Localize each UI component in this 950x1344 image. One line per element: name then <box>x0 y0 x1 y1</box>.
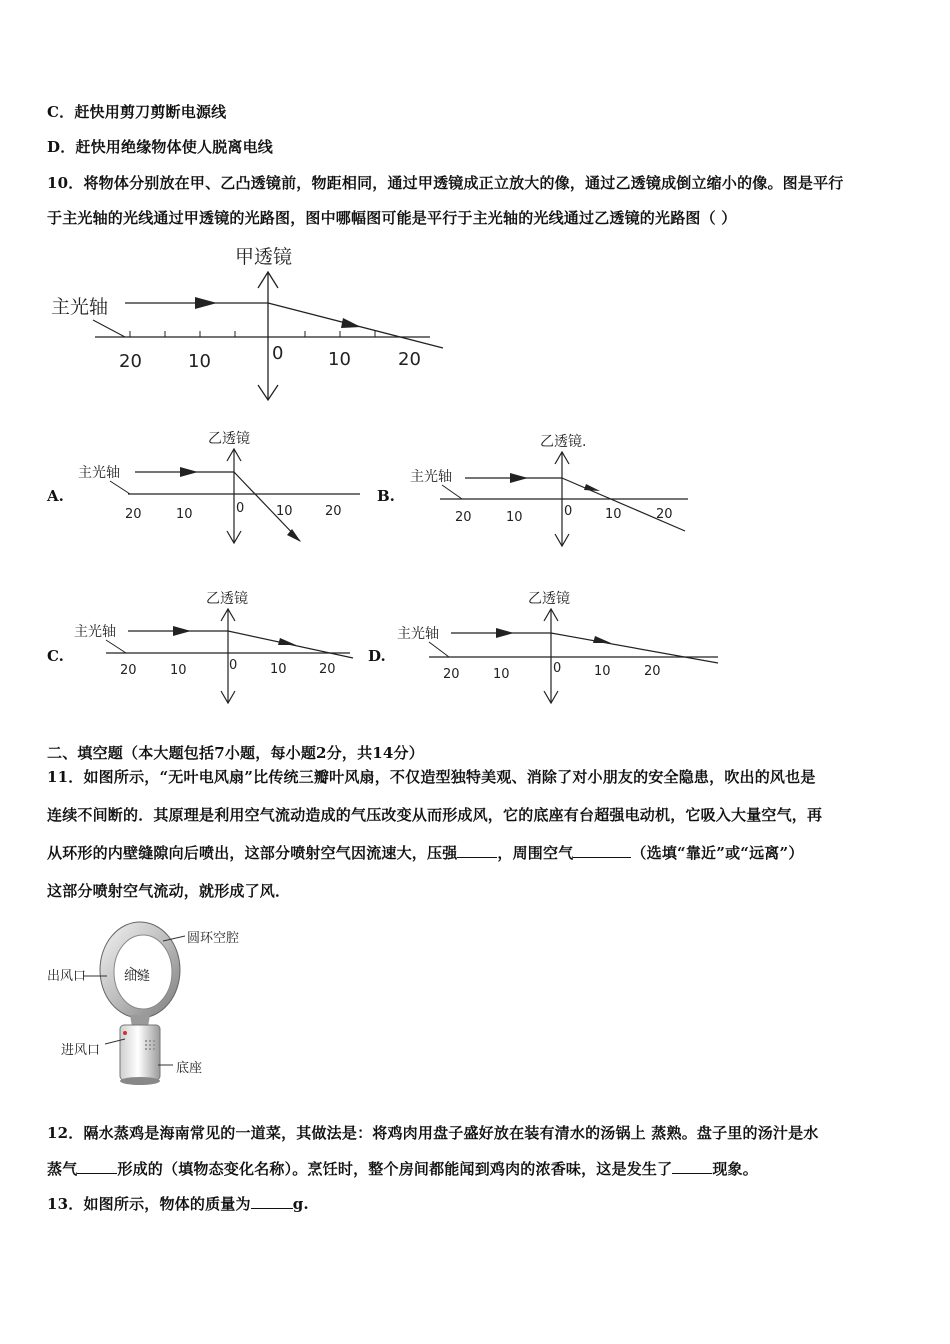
axis-pointer <box>93 320 125 337</box>
tick-label: 10 <box>506 510 523 525</box>
option-c-letter: C. <box>47 647 64 665</box>
tick-label: 20 <box>656 507 673 522</box>
ray-arrow <box>173 626 191 636</box>
tick-label: 20 <box>120 663 137 678</box>
axis-label: 主光轴 <box>74 624 116 640</box>
option-b-figure <box>400 428 700 557</box>
option-d-letter: D. <box>368 647 386 665</box>
axis-label: 主光轴 <box>78 465 120 481</box>
fan-base-bottom <box>120 1077 160 1085</box>
question-12-line-2 <box>47 1158 758 1179</box>
answer-blank-air[interactable] <box>573 843 631 858</box>
question-11-line-2: 连续不间断的．其原理是利用空气流动造成的气压改变从而形成风，它的底座有台超强电动机，它吸入大量空气，再 <box>47 806 823 824</box>
fan-grille <box>145 1040 155 1050</box>
refracted-ray-arrow <box>287 529 301 542</box>
axis-pointer <box>429 642 449 657</box>
refracted-ray-arrow <box>278 638 296 645</box>
option-a-letter: A. <box>47 487 64 505</box>
option-a-figure <box>70 425 370 554</box>
tick-label: 0 <box>236 501 245 516</box>
fan-indicator <box>123 1031 127 1035</box>
question-10-line-2: 于主光轴的光线通过甲透镜的光路图，图中哪幅图可能是平行于主光轴的光线通过乙透镜的光路图（ ） <box>47 209 737 227</box>
tick-label: 10 <box>170 663 187 678</box>
q11-text-part-3: （选填“靠近”或“远离”） <box>631 844 804 862</box>
tick-label: 20 <box>319 662 336 677</box>
axis-ticks <box>130 331 375 337</box>
q13-text-part-2: g. <box>292 1195 309 1213</box>
question-12-line-1: 12．隔水蒸鸡是海南常见的一道菜，其做法是：将鸡肉用盘子盛好放在装有清水的汤锅上 蒸熟。盘子里的汤汁是水 <box>47 1124 819 1142</box>
lens-jia-figure <box>45 240 455 414</box>
tick-label: 10 <box>594 664 611 679</box>
air-inlet-label: 进风口 <box>61 1043 101 1058</box>
option-d-figure <box>393 585 723 714</box>
refracted-ray <box>551 633 718 663</box>
question-13-line <box>47 1193 309 1214</box>
tick-label: 0 <box>272 343 284 364</box>
answer-blank-state-change[interactable] <box>77 1159 117 1174</box>
axis-label: 主光轴 <box>410 469 452 485</box>
option-d-text: D．赶快用绝缘物体使人脱离电线 <box>47 138 274 156</box>
tick-label: 20 <box>398 349 421 370</box>
air-outlet-label: 出风口 <box>47 969 87 984</box>
axis-label: 主光轴 <box>51 296 109 318</box>
ray-arrow <box>510 473 528 483</box>
tick-label: 0 <box>229 658 238 673</box>
tick-label: 10 <box>176 507 193 522</box>
base-label: 底座 <box>176 1061 203 1076</box>
tick-label: 20 <box>455 510 472 525</box>
tick-label: 10 <box>270 662 287 677</box>
option-c-text: C．赶快用剪刀剪断电源线 <box>47 103 227 121</box>
tick-label: 0 <box>564 504 573 519</box>
question-11-line-1: 11．如图所示，“无叶电风扇”比传统三瓣叶风扇，不仅造型独特美观、消除了对小朋友的安全隐患，吹出的风也是 <box>47 768 816 786</box>
tick-label: 20 <box>443 667 460 682</box>
lens-label: 乙透镜 <box>206 591 248 607</box>
axis-label: 主光轴 <box>397 626 439 642</box>
option-c-figure <box>68 585 368 714</box>
lens-label: 甲透镜 <box>235 246 293 268</box>
thin-slit-label: 细缝 <box>124 969 151 984</box>
axis-pointer <box>110 481 130 494</box>
refracted-ray-arrow <box>341 318 361 328</box>
tick-label: 20 <box>325 504 342 519</box>
refracted-ray-arrow <box>584 484 600 491</box>
tick-label: 10 <box>188 351 211 372</box>
tick-label: 20 <box>119 351 142 372</box>
tick-label: 10 <box>605 507 622 522</box>
tick-label: 10 <box>276 504 293 519</box>
bladeless-fan-figure <box>45 915 260 1090</box>
question-10-line-1: 10．将物体分别放在甲、乙凸透镜前，物距相同，通过甲透镜成正立放大的像，通过乙透镜成倒立缩小的像。图是平行 <box>47 174 844 192</box>
tick-label: 10 <box>493 667 510 682</box>
ray-arrow <box>496 628 514 638</box>
question-11-line-3 <box>47 842 804 863</box>
refracted-ray-arrow <box>593 636 611 643</box>
ray-arrow <box>180 467 198 477</box>
question-11-line-4: 这部分喷射空气流动，就形成了风． <box>47 882 291 900</box>
tick-label: 20 <box>125 507 142 522</box>
answer-blank-phenomenon[interactable] <box>672 1159 712 1174</box>
answer-blank-pressure[interactable] <box>457 843 497 858</box>
q12-text-part-2: 形成的（填物态变化名称）。烹饪时，整个房间都能闻到鸡肉的浓香味，这是发生了 <box>117 1160 673 1178</box>
q11-text-part-2: ，周围空气 <box>497 844 574 862</box>
tick-label: 0 <box>553 661 562 676</box>
section-2-heading: 二、填空题（本大题包括7小题，每小题2分，共14分） <box>47 744 424 762</box>
answer-blank-mass[interactable] <box>251 1194 293 1209</box>
axis-pointer <box>442 485 462 499</box>
q11-text-part-1: 从环形的内壁缝隙向后喷出，这部分喷射空气因流速大，压强 <box>47 844 458 862</box>
ray-arrow <box>195 297 217 309</box>
ring-cavity-label: 圆环空腔 <box>187 931 240 946</box>
tick-label: 10 <box>328 349 351 370</box>
tick-label: 20 <box>644 664 661 679</box>
lens-label: 乙透镜 <box>528 591 570 607</box>
lens-label: 乙透镜 <box>208 431 250 447</box>
axis-pointer <box>106 640 126 653</box>
q12-text-part-1: 蒸气 <box>47 1160 78 1178</box>
lens-label: 乙透镜. <box>540 434 587 450</box>
q13-text-part-1: 13．如图所示，物体的质量为 <box>47 1195 251 1213</box>
option-b-letter: B. <box>377 487 395 505</box>
refracted-ray <box>562 478 685 531</box>
q12-text-part-3: 现象。 <box>712 1160 758 1178</box>
